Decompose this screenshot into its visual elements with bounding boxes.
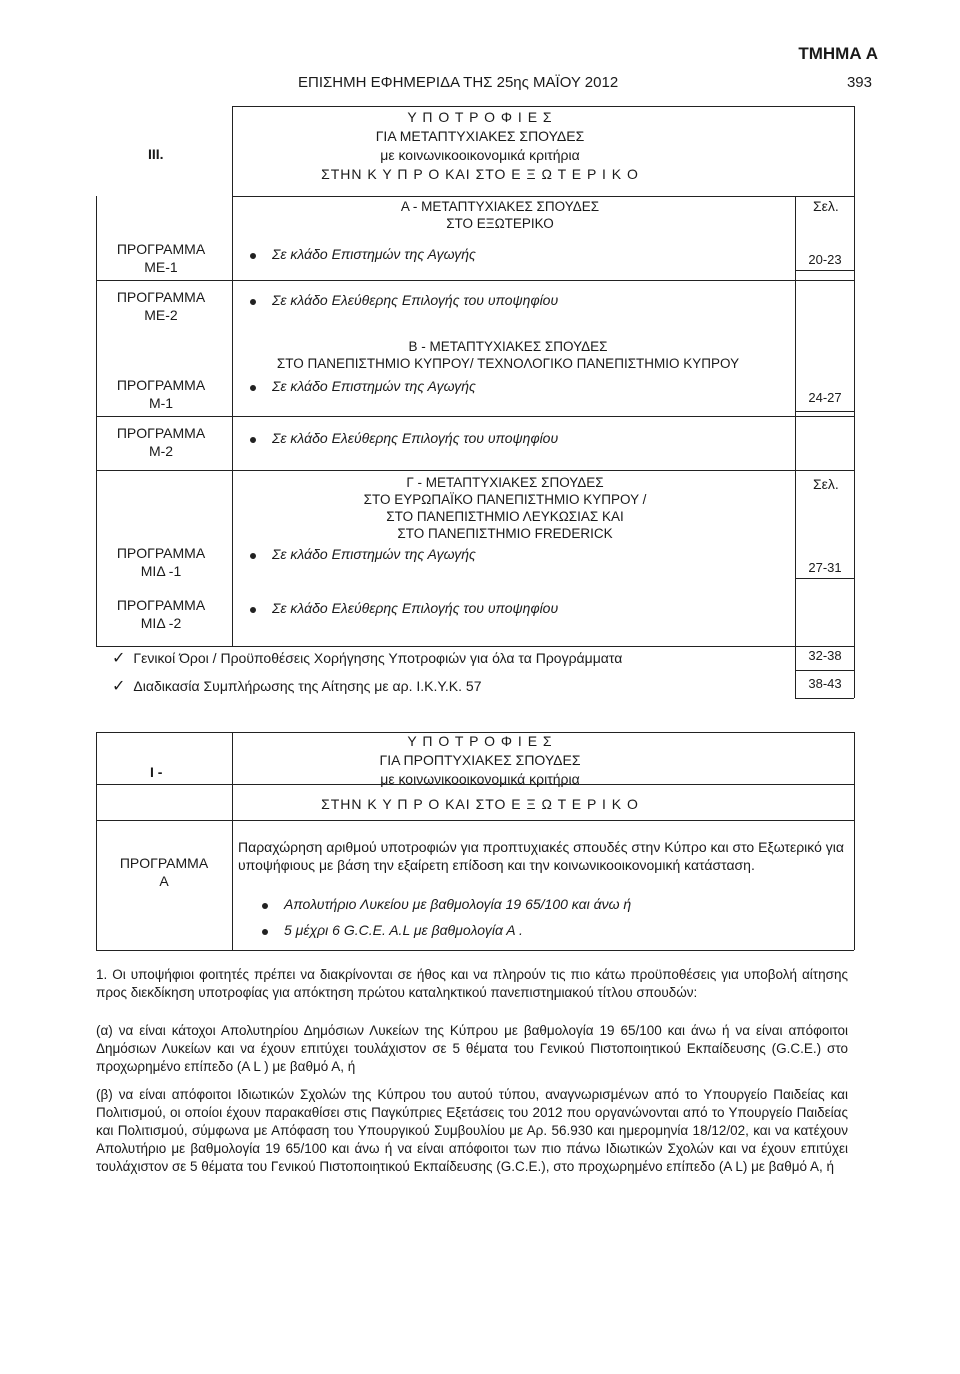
gazette-title: ΕΠΙΣΗΜΗ ΕΦΗΜΕΡΙΔΑ ΤΗΣ 25ης ΜΑΪΟΥ 2012 <box>298 74 619 91</box>
body-paragraph: (β) να είναι απόφοιτοι Ιδιωτικών Σχολών της Κύπρου του αυτού τύπου, αναγνωρισμένων από το Υπουργείο Παιδείας και Πολιτισμού, οι οποίοι έχουν παρακαθίσει στις Παγκύπριες Εξετάσεις του 2012 που οργανώνονται από το Υπουργείο Παιδείας και Πολιτισμού, σύμφωνα με Απόφαση του Υπουργικού Συμβουλίου με Αρ. 56.930 και ημερομηνία 18/12/02, και να κατέχουν Απολυτήριο με βαθμολογία 19 65/100 και άνω ή να είναι απόφοιτοι των πιο πάνω Ιδιωτικών Σχολών και να έχουν επιτύχει τουλάχιστον σε 5 θέματα του Γενικού Πιστοποιητικού Εκπαίδευσης (G.C.E.), στο προχωρημένο επίπεδο (Α L) με βαθμό Α, ή <box>96 1087 848 1174</box>
program-name: ΠΡΟΓΡΑΜΜΑ <box>116 289 206 305</box>
program-code: Μ-2 <box>148 443 174 459</box>
part-roman-3: III. <box>148 146 164 162</box>
rule <box>96 820 854 821</box>
program-code: ΜΕ-2 <box>144 307 178 323</box>
program-item-text: 5 μέχρι 6 G.C.E. A.L με βαθμολογία Α . <box>284 922 523 938</box>
bullet-icon <box>250 253 256 259</box>
check-item <box>112 676 481 696</box>
rule <box>795 646 796 698</box>
block-heading-line: ΣΤΟ ΠΑΝΕΠΙΣΤΗΜΙΟ ΛΕΥΚΩΣΙΑΣ ΚΑΙ <box>386 509 624 524</box>
rule <box>96 280 854 281</box>
part1-title-line: Υ Π Ο Τ Ρ Ο Φ Ι Ε Σ <box>407 733 553 749</box>
part1-title <box>240 732 720 789</box>
program-item <box>250 246 476 262</box>
part1-title-line: με κοινωνικοοικονομικά κριτήρια <box>380 771 580 787</box>
block-c-heading <box>270 474 740 542</box>
program-item <box>262 896 631 912</box>
program-item <box>250 292 558 308</box>
page-range: 38-43 <box>808 676 842 691</box>
program-code: ΜΙΔ -1 <box>140 563 182 579</box>
rule <box>795 578 854 579</box>
rule <box>96 416 854 417</box>
program-label <box>86 240 236 276</box>
program-label <box>86 544 236 580</box>
bullet-icon <box>250 607 256 613</box>
program-description: Παραχώρηση αριθμού υποτροφιών για προπτυχιακές σπουδές στην Κύπρο και στο Εξωτερικό για υποψήφιους με βάση την εξαίρετη επίδοση και την κοινωνικοοικονομική κατάσταση. <box>238 839 844 873</box>
checkmark-icon: ✓ <box>112 650 126 667</box>
rule <box>232 196 854 197</box>
rule <box>96 732 97 950</box>
program-item-text: Σε κλάδο Ελεύθερης Επιλογής του υποψηφίου <box>272 292 559 308</box>
page-range: 32-38 <box>808 648 842 663</box>
page-number: 393 <box>846 74 872 91</box>
program-label <box>86 376 236 412</box>
block-heading-line: ΣΤΟ ΠΑΝΕΠΙΣΤΗΜΙΟ FREDERICK <box>397 526 613 541</box>
rule <box>96 646 854 647</box>
part3-title-line: ΓΙΑ ΜΕΤΑΠΤΥΧΙΑΚΕΣ ΣΠΟΥΔΕΣ <box>375 128 585 144</box>
block-a-heading <box>360 198 640 232</box>
block-heading-line: ΣΤΟ ΠΑΝΕΠΙΣΤΗΜΙΟ ΚΥΠΡΟΥ/ ΤΕΧΝΟΛΟΓΙΚΟ ΠΑΝΕΠΙΣΤΗΜΙΟ ΚΥΠΡΟΥ <box>276 356 740 371</box>
sel-label: Σελ. <box>813 476 839 492</box>
program-code: ΜΕ-1 <box>144 259 178 275</box>
program-item <box>250 546 476 562</box>
block-heading-line: Β - ΜΕΤΑΠΤΥΧΙΑΚΕΣ ΣΠΟΥΔΕΣ <box>408 339 608 354</box>
rule <box>795 698 854 699</box>
program-label <box>89 854 239 890</box>
block-heading-line: Α - ΜΕΤΑΠΤΥΧΙΑΚΕΣ ΣΠΟΥΔΕΣ <box>400 199 600 214</box>
program-label <box>86 596 236 632</box>
rule <box>854 646 855 698</box>
part3-title <box>240 108 720 184</box>
part3-title-line: με κοινωνικοοικονομικά κριτήρια <box>380 147 580 163</box>
program-code: Μ-1 <box>148 395 174 411</box>
bullet-icon <box>250 385 256 391</box>
rule <box>96 950 854 951</box>
part-roman-1: Ι - <box>150 764 163 780</box>
program-label <box>86 288 236 324</box>
bullet-icon <box>262 903 268 909</box>
program-item-text: Σε κλάδο Ελεύθερης Επιλογής του υποψηφίου <box>272 430 559 446</box>
bullet-icon <box>250 437 256 443</box>
rule <box>232 732 233 950</box>
page-range: 24-27 <box>808 390 842 405</box>
part1-title-line: ΓΙΑ ΠΡΟΠΤΥΧΙΑΚΕΣ ΣΠΟΥΔΕΣ <box>379 752 581 768</box>
part1-title-line: ΣΤΗΝ Κ Υ Π Ρ Ο ΚΑΙ ΣΤΟ Ε Ξ Ω Τ Ε Ρ Ι Κ Ο <box>321 796 639 812</box>
rule <box>232 106 854 107</box>
program-name: ΠΡΟΓΡΑΜΜΑ <box>116 545 206 561</box>
rule <box>96 470 854 471</box>
sel-label: Σελ. <box>813 198 839 214</box>
program-name: ΠΡΟΓΡΑΜΜΑ <box>116 377 206 393</box>
rule <box>854 732 855 950</box>
block-heading-line: Γ - ΜΕΤΑΠΤΥΧΙΑΚΕΣ ΣΠΟΥΔΕΣ <box>406 475 604 490</box>
part3-title-line: Υ Π Ο Τ Ρ Ο Φ Ι Ε Σ <box>407 109 553 125</box>
program-item-text: Σε κλάδο Επιστημών της Αγωγής <box>272 378 476 394</box>
rule <box>795 411 854 412</box>
program-label <box>86 424 236 460</box>
program-item-text: Σε κλάδο Επιστημών της Αγωγής <box>272 546 476 562</box>
body-paragraph: 1. Οι υποψήφιοι φοιτητές πρέπει να διακρίνονται σε ήθος και να πληρούν τις πιο κάτω προϋποθέσεις για υποβολή αίτησης προς διεκδίκηση υποτροφίας για απόκτηση πρώτου καταληκτικού πανεπιστημιακού τίτλου σπουδών: <box>96 967 848 1000</box>
rule <box>795 670 854 671</box>
check-item-text: Διαδικασία Συμπλήρωσης της Αίτησης με αρ. Ι.Κ.Υ.Κ. 57 <box>133 678 482 694</box>
checkmark-icon: ✓ <box>112 678 126 695</box>
program-item-text: Απολυτήριο Λυκείου με βαθμολογία 19 65/100 και άνω ή <box>284 896 632 912</box>
program-name: ΠΡΟΓΡΑΜΜΑ <box>119 855 209 871</box>
body-paragraph: (α) να είναι κάτοχοι Απολυτηρίου Δημόσιων Λυκείων της Κύπρου με βαθμολογία 19 65/100 και άνω ή να είναι απόφοιτοι Δημόσιων Λυκείων και να έχουν επιτύχει τουλάχιστον σε 5 θέματα του Γενικού Πιστοποιητικού Εκπαίδευσης (G.C.E.) στο προχωρημένο επίπεδο (A L ) με βαθμό Α, ή <box>96 1023 848 1074</box>
program-name: ΠΡΟΓΡΑΜΜΑ <box>116 241 206 257</box>
program-item <box>250 430 558 446</box>
program-item <box>250 378 476 394</box>
bullet-icon <box>250 299 256 305</box>
block-heading-line: ΣΤΟ ΕΞΩΤΕΡΙΚΟ <box>446 216 554 231</box>
program-item-text: Σε κλάδο Ελεύθερης Επιλογής του υποψηφίου <box>272 600 559 616</box>
check-item-text: Γενικοί Όροι / Προϋποθέσεις Χορήγησης Υποτροφιών για όλα τα Προγράμματα <box>133 650 623 666</box>
program-item <box>262 922 523 938</box>
program-item-text: Σε κλάδο Επιστημών της Αγωγής <box>272 246 476 262</box>
check-item <box>112 648 622 668</box>
bullet-icon <box>250 553 256 559</box>
block-b-heading <box>238 338 778 372</box>
page-range: 27-31 <box>808 560 842 575</box>
block-heading-line: ΣΤΟ ΕΥΡΩΠΑΪΚΟ ΠΑΝΕΠΙΣΤΗΜΙΟ ΚΥΠΡΟΥ / <box>363 492 647 507</box>
bullet-icon <box>262 929 268 935</box>
program-name: ΠΡΟΓΡΑΜΜΑ <box>116 425 206 441</box>
page-range: 20-23 <box>808 252 842 267</box>
program-code: Α <box>159 873 169 889</box>
program-name: ΠΡΟΓΡΑΜΜΑ <box>116 597 206 613</box>
section-label: ΤΜΗΜΑ Α <box>798 44 878 63</box>
part3-title-line: ΣΤΗΝ Κ Υ Π Ρ Ο ΚΑΙ ΣΤΟ Ε Ξ Ω Τ Ε Ρ Ι Κ Ο <box>321 166 639 182</box>
program-code: ΜΙΔ -2 <box>140 615 182 631</box>
rule <box>795 270 854 271</box>
program-item <box>250 600 558 616</box>
